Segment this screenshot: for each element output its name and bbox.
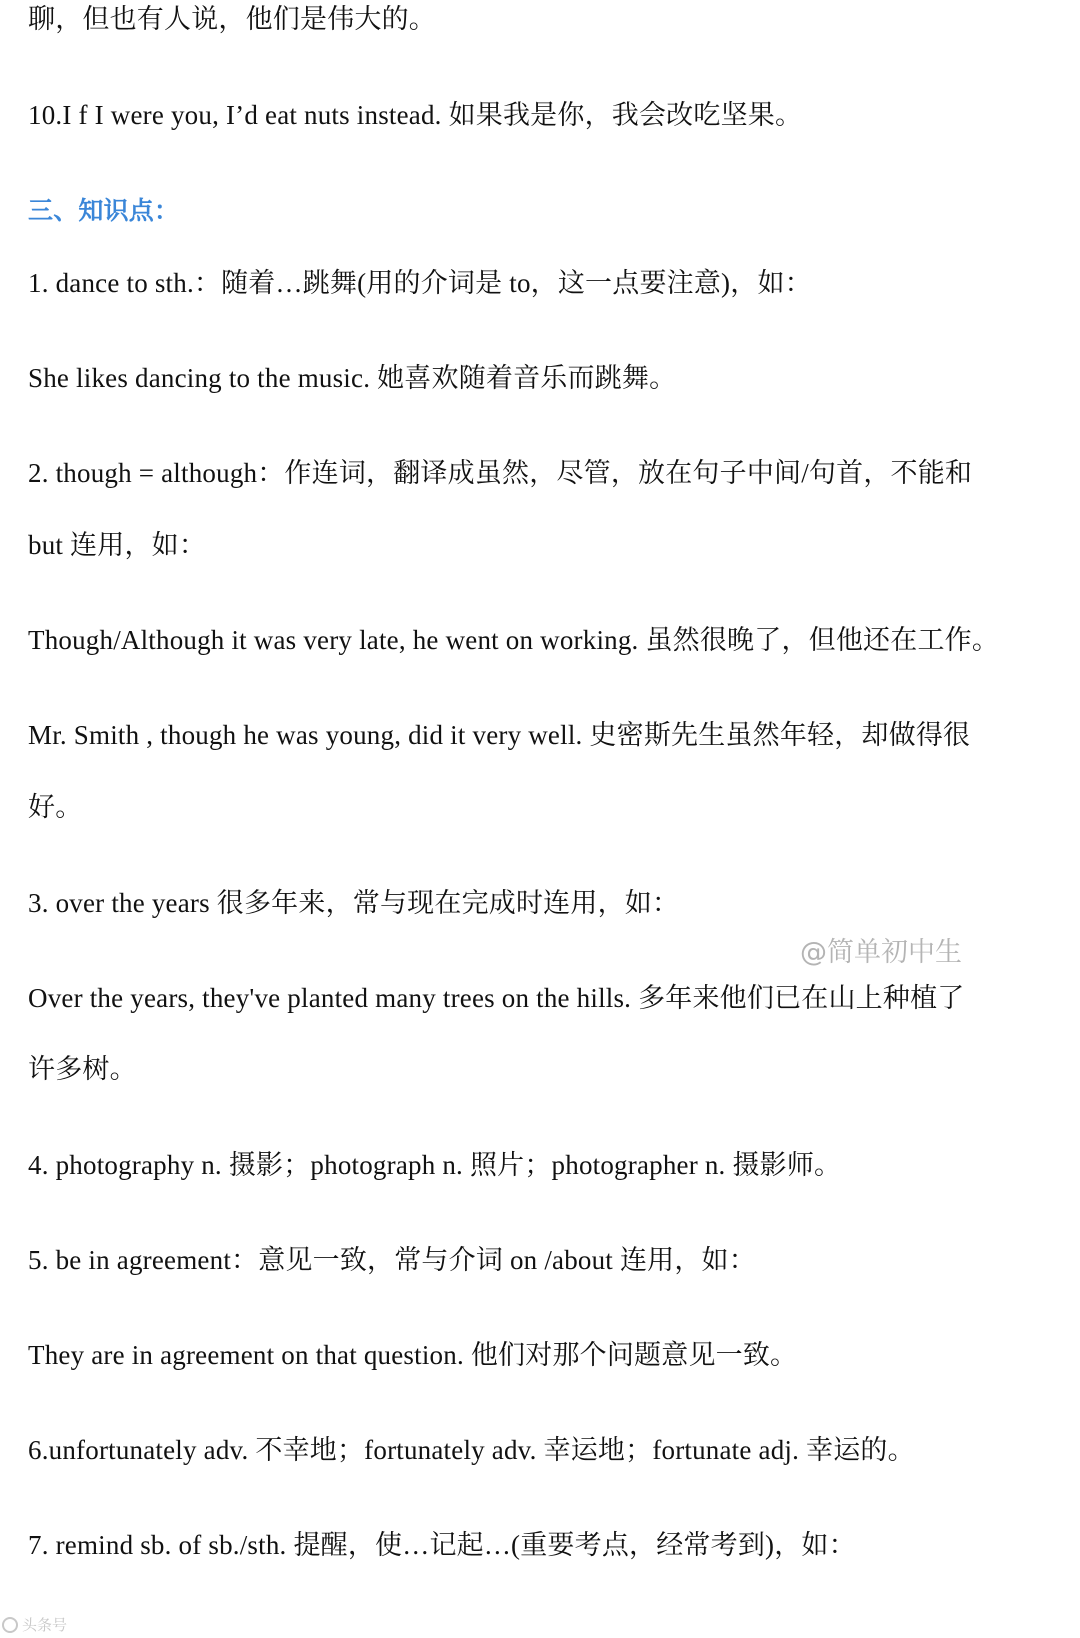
line-11: 许多树。 [28, 1054, 137, 1084]
line-3: She likes dancing to the music. 她喜欢随着音乐而跳舞。 [28, 363, 677, 393]
line-2: 1. dance to sth.：随着…跳舞(用的介词是 to，这一点要注意)，如： [28, 268, 812, 298]
line-1: 10.I f I were you, I’d eat nuts instead. 如果我是你，我会改吃坚果。 [28, 100, 803, 130]
watermark: @简单初中生 [800, 937, 962, 968]
line-4: 2. though = although：作连词，翻译成虽然，尽管，放在句子中间/句首，不能和 [28, 458, 973, 488]
section-heading: 三、知识点： [28, 196, 180, 225]
line-14: They are in agreement on that question. 他们对那个问题意见一致。 [28, 1340, 798, 1370]
line-9: 3. over the years 很多年来，常与现在完成时连用，如： [28, 888, 680, 918]
line-0: 聊，但也有人说，他们是伟大的。 [28, 4, 436, 34]
line-12: 4. photography n. 摄影；photograph n. 照片；photographer n. 摄影师。 [28, 1150, 842, 1180]
line-8: 好。 [28, 792, 83, 822]
line-6: Though/Although it was very late, he went on working. 虽然很晚了，但他还在工作。 [28, 625, 1000, 655]
line-5: but 连用，如： [28, 530, 207, 560]
corner-mark-label: 头条号 [22, 1616, 68, 1634]
line-15: 6.unfortunately adv. 不幸地；fortunately adv. 幸运地；fortunate adj. 幸运的。 [28, 1435, 915, 1465]
line-7: Mr. Smith , though he was young, did it very well. 史密斯先生虽然年轻，却做得很 [28, 720, 971, 750]
line-10: Over the years, they've planted many trees on the hills. 多年来他们已在山上种植了 [28, 983, 965, 1013]
line-13: 5. be in agreement：意见一致，常与介词 on /about 连用，如： [28, 1245, 756, 1275]
line-16: 7. remind sb. of sb./sth. 提醒，使…记起…(重要考点，经常考到)，如： [28, 1530, 856, 1560]
corner-mark [2, 1614, 67, 1635]
logo-icon [2, 1617, 18, 1633]
